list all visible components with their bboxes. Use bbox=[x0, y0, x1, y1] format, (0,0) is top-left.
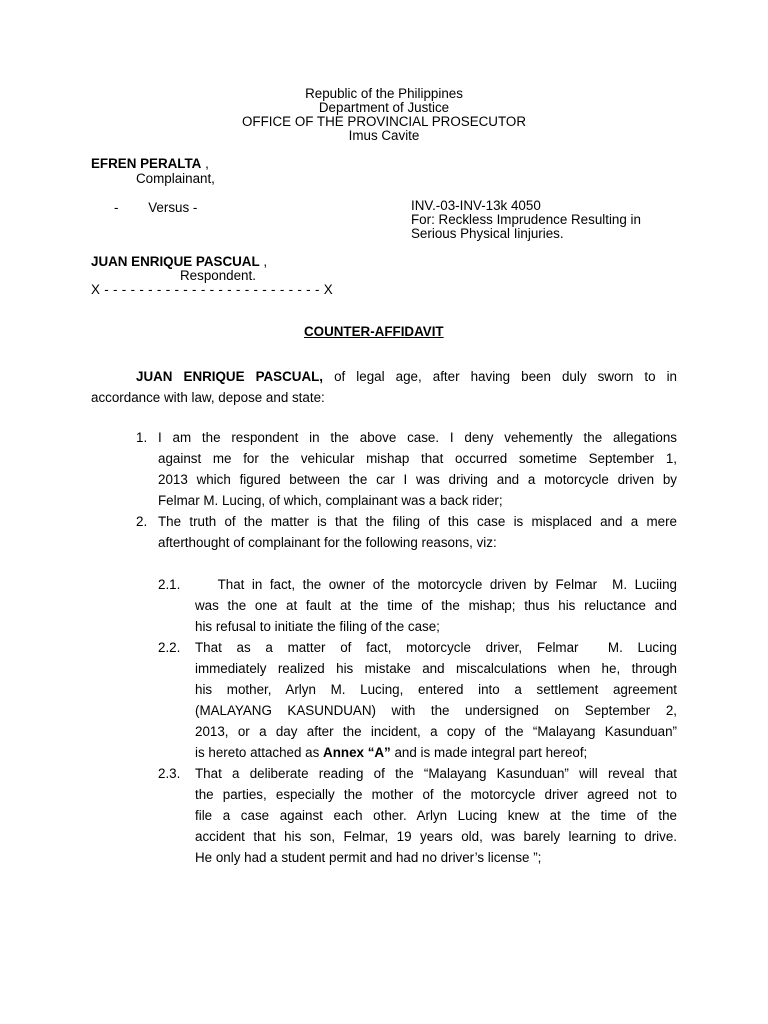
subitem-line: That a deliberate reading of the “Malayang Kasunduan” will reveal that bbox=[195, 766, 677, 781]
item-number: 2. bbox=[136, 514, 148, 529]
respondent-role: Respondent. bbox=[180, 268, 256, 283]
subitem-line: his refusal to initiate the filing of the case; bbox=[195, 619, 440, 634]
subitem-line-annex bbox=[195, 742, 677, 763]
item-line: against me for the vehicular mishap that occurred sometime September 1, bbox=[158, 451, 677, 466]
intro-paragraph bbox=[91, 366, 677, 408]
respondent-name: JUAN ENRIQUE PASCUAL bbox=[91, 254, 260, 269]
case-number: INV.-03-INV-13k 4050 bbox=[411, 198, 541, 213]
item-1-body bbox=[158, 427, 677, 511]
annex-post-text: and is made integral part hereof; bbox=[390, 745, 588, 760]
header-location: Imus Cavite bbox=[348, 128, 420, 143]
complainant-name: EFREN PERALTA bbox=[91, 156, 202, 171]
subitem-2-3-body bbox=[195, 763, 677, 868]
complainant-role: Complainant, bbox=[136, 171, 215, 186]
complainant-suffix: , bbox=[201, 156, 209, 171]
item-line: I am the respondent in the above case. I deny vehemently the allegations bbox=[158, 430, 677, 445]
intro-line-1 bbox=[91, 366, 677, 387]
subitem-number: 2.2. bbox=[158, 640, 181, 655]
header-department: Department of Justice bbox=[318, 100, 450, 115]
subitem-line: the parties, especially the mother of the motorcycle driver agreed not to bbox=[195, 787, 677, 802]
complainant-line bbox=[91, 157, 209, 172]
intro-line-1-text: of legal age, after having been duly sworn to in bbox=[323, 369, 677, 384]
subitem-line: accident that his son, Felmar, 19 years old, was barely learning to drive. bbox=[195, 829, 677, 844]
annex-pre-text: is hereto attached as bbox=[195, 745, 324, 760]
intro-line-2: accordance with law, depose and state: bbox=[91, 390, 325, 405]
subitem-number: 2.3. bbox=[158, 766, 181, 781]
versus-label: - Versus - bbox=[114, 200, 198, 215]
caption-separator: X - - - - - - - - - - - - - - - - - - - - - - - - - X bbox=[91, 282, 333, 297]
subitem-line: was the one at fault at the time of the mishap; thus his reluctance and bbox=[195, 598, 677, 613]
subitem-2-2-body bbox=[195, 637, 677, 763]
item-line: Felmar M. Lucing, of which, complainant was a back rider; bbox=[158, 493, 503, 508]
item-line: 2013 which figured between the car I was driving and a motorcycle driven by bbox=[158, 472, 677, 487]
item-line: The truth of the matter is that the filing of this case is misplaced and a mere bbox=[158, 514, 677, 529]
subitem-line: file a case against each other. Arlyn Lucing knew at the time of the bbox=[195, 808, 677, 823]
subitem-line: (MALAYANG KASUNDUAN) with the undersigned on September 2, bbox=[195, 703, 677, 718]
respondent-suffix: , bbox=[259, 254, 268, 269]
intro-affiant-name: JUAN ENRIQUE PASCUAL, bbox=[136, 369, 324, 384]
item-2-body bbox=[158, 511, 677, 553]
subitem-line: That in fact, the owner of the motorcycle driven by Felmar M. Luciing bbox=[195, 577, 677, 592]
case-offense-line1: For: Reckless Imprudence Resulting in bbox=[411, 212, 641, 227]
subitem-line: his mother, Arlyn M. Lucing, entered into a settlement agreement bbox=[195, 682, 677, 697]
header-office: OFFICE OF THE PROVINCIAL PROSECUTOR bbox=[242, 114, 526, 129]
subitem-line: He only had a student permit and had no driver’s license ”; bbox=[195, 850, 542, 865]
case-offense-line2: Serious Physical Iinjuries. bbox=[411, 226, 564, 241]
subitem-2-1-body bbox=[195, 574, 677, 637]
subitem-line: immediately realized his mistake and miscalculations when he, through bbox=[195, 661, 677, 676]
header-republic: Republic of the Philippines bbox=[305, 86, 463, 101]
subitem-line: That as a matter of fact, motorcycle driver, Felmar M. Lucing bbox=[195, 640, 677, 655]
annex-label: Annex “A” bbox=[323, 745, 391, 760]
subitem-number: 2.1. bbox=[158, 577, 181, 592]
item-number: 1. bbox=[136, 430, 148, 445]
item-line: afterthought of complainant for the following reasons, viz: bbox=[158, 535, 497, 550]
subitem-line: 2013, or a day after the incident, a copy of the “Malayang Kasunduan” bbox=[195, 724, 677, 739]
document-title: COUNTER-AFFIDAVIT bbox=[304, 324, 444, 339]
